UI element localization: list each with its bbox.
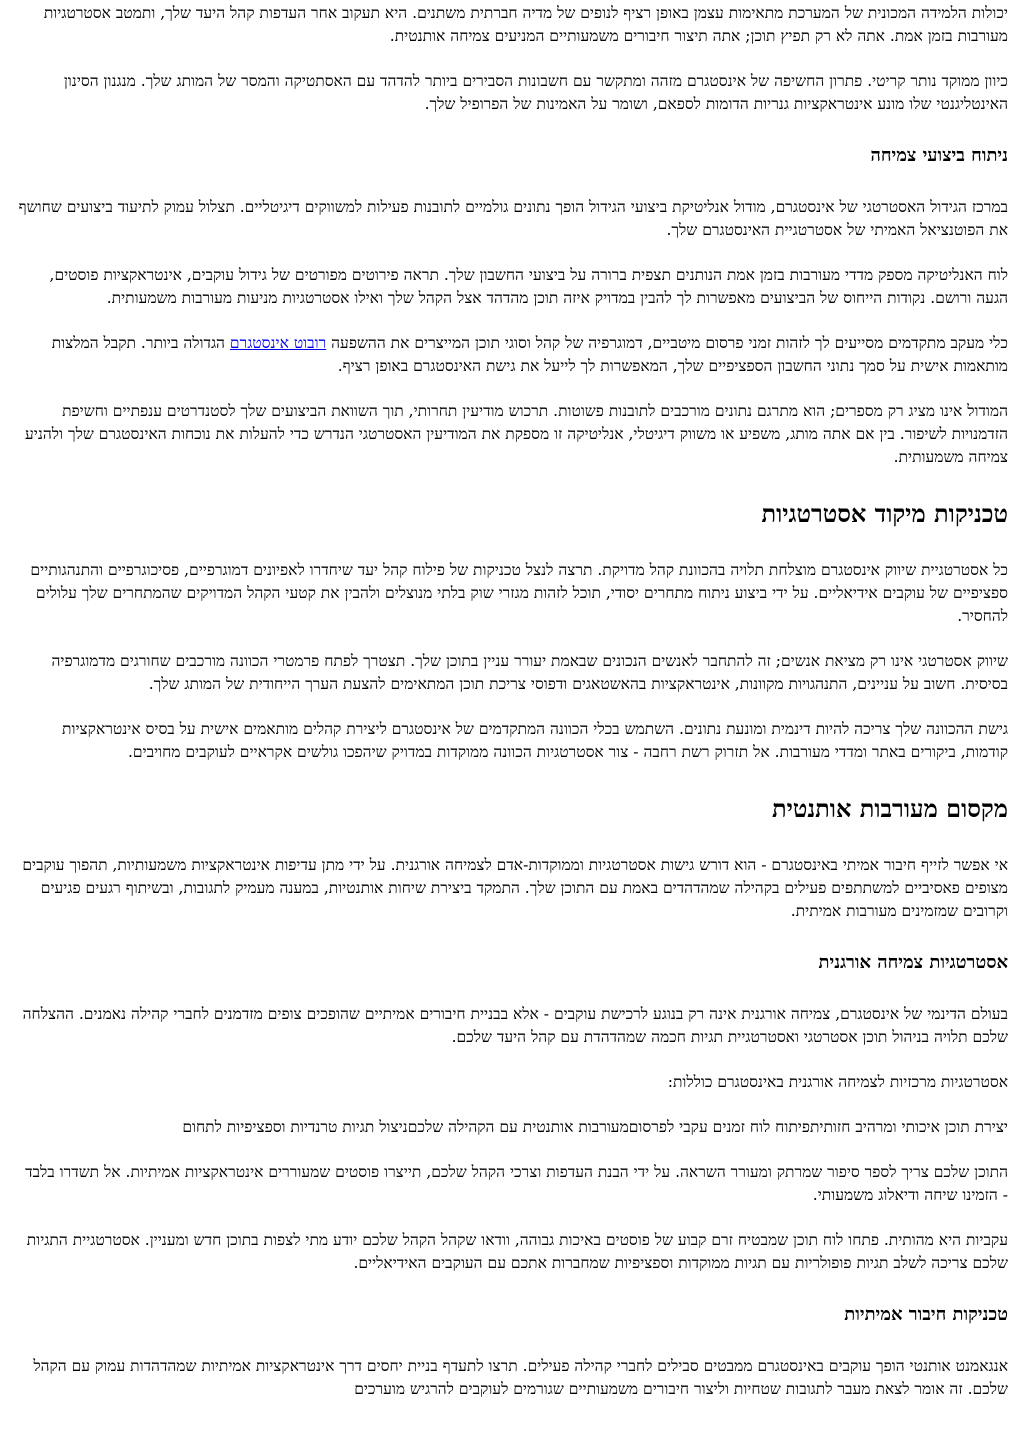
paragraph-key-strategies: אסטרטגיות מרכזיות לצמיחה אורגנית באינסטגרם כוללות:: [667, 1073, 1008, 1091]
paragraph-module-insights: המודול אינו מציג רק מספרים; הוא מתרגם נתונים מורכבים לתובנות פשוטות. תרכוש מודיעין תחרותי, תוך השוואת הביצועים שלך לסטנדרטים ענפתיים וחשיפת הזדמנויות לשיפור. בין אם אתה מותג, משפיע או משווק דיגיטלי, אנליטיקה זו מספקת את המודיעין האסטרטגי הנדרש כדי להעלות את נוכחות האינסטגרם שלך ולהניע צמיחה משמעותית.: [25, 402, 1008, 466]
paragraph-organic-intro: בעולם הדינמי של אינסטגרם, צמיחה אורגנית אינה רק בנוגע לרכישת עוקבים - אלא בבניית חיבורים אמיתיים שהופכים צופים מזדמנים לחברי קהילה נאמנים. ההצלחה שלכם תלויה בניהול תוכן אסטרטגי ואסטרטגיית תגיות חכמה שמהדהדת עם קהל היעד שלכם.: [22, 1005, 1008, 1046]
heading-targeting-techniques: טכניקות מיקוד אסטרטגיות: [761, 499, 1008, 528]
heading-connection-techniques: טכניקות חיבור אמיתיות: [844, 1304, 1008, 1325]
paragraph-dynamic-targeting: גישת ההכוונה שלך צריכה להיות דינמית ומונעת נתונים. השתמש בכלי הכוונה המתקדמים של אינסטגרם ליצירת קהלים מותאמים אישית על בסיס אינטראקציות קודמות, ביקורים באתר ומדדי מעורבות. אל תזרוק רשת רחבה - צור אסטרטגיות הכוונה ממוקדות במדויק שיהפכו גולשים אקראיים לעוקבים מחויבים.: [62, 720, 1008, 761]
paragraph-tracking-tools: [16, 332, 1008, 378]
paragraph-text: כלי מעקב מתקדמים מסייעים לך לזהות זמני פרסום מיטביים, דמוגרפיה של קהל וסוגי תוכן המייצרים את ההשפעה: [326, 334, 1008, 352]
paragraph-analysis-intro: במרכז הגידול האסטרטגי של אינסטגרם, מודול אנליטיקת ביצועי הגידול הופך נתונים גולמיים לתובנות פעילות למשווקים דיגיטליים. תצלול עמוק לתיעוד ביצועים שחושף את הפוטנציאל האמיתי של אסטרטגיית האינסטגרם שלך.: [18, 198, 1008, 239]
paragraph-strategic-marketing: שיווק אסטרטגי אינו רק מציאת אנשים; זה להתחבר לאנשים הנכונים שבאמת יעורר עניין בתוכן שלך. תצטרך לפתח פרמטרי הכוונה מורכבים שחורגים מדמוגרפיה בסיסית. חשוב על עניינים, התנהגויות מקוונות, אינטראקציות בהאשטאגים ודפוסי צריכת תוכן המתאימים להצעת הערך הייחודית של המותג שלך.: [51, 652, 1008, 693]
paragraph-authentic-engagement: אנגאמנט אותנטי הופך עוקבים באינסטגרם ממבטים סבילים לחברי קהילה פעילים. תרצו לתעדף בניית יחסים דרך אינטראקציות אמיתיות שמהדהדות עמוק עם הקהל שלכם. זה אומר לצאת מעבר לתגובות שטחיות וליצור חיבורים משמעותיים שגורמים לעוקבים להרגיש מוערכים: [33, 1357, 1008, 1398]
article: [8, 2, 1016, 1401]
paragraph-audience-segmentation: כל אסטרטגיית שיווק אינסטגרם מוצלחת תלויה בהכוונת קהל מדויקת. תרצה לנצל טכניקות של פילוח קהל יעד שיחדרו לאפיונים דמוגרפיים, פסיכוגרפיים והתנהגותיים ספציפיים של עוקבים אידיאליים. על ידי ביצוע ניתוח מתחרים יסודי, תוכל לזהות מגזרי שוק בלתי מנוצלים ולהבין את קטעי הקהל המדויקים שהמתחרים שלך עלולים להחסיר.: [30, 561, 1008, 625]
instagram-robot-link[interactable]: רובוט אינסטגרם: [229, 334, 327, 352]
heading-growth-analysis: ניתוח ביצועי צמיחה: [870, 145, 1008, 166]
paragraph-analytics-dashboard: לוח האנליטיקה מספק מדדי מעורבות בזמן אמת הנותנים תצפית ברורה על ביצועי החשבון שלך. תראה פירוטים מפורטים של גידול עוקבים, אינטראקציות פוסטים, הגעה ורושם. נקודות הייחוס של הביצועים מאפשרות לך להבין במדויק איזה תוכן מהדהד אצל הקהל שלך ואילו אסטרטגיות מניעות מעורבות משמעותית.: [49, 266, 1008, 307]
paragraph-storytelling: התוכן שלכם צריך לספר סיפור שמרתק ומעורר השראה. על ידי הבנת העדפות וצרכי הקהל שלכם, תייצרו פוסטים שמעוררים אינטראקציות אמיתיות. אל תשדרו בלבד - הזמינו שיחה ודיאלוג משמעותי.: [25, 1163, 1008, 1204]
paragraph-text: הגדולה ביותר. תקבל המלצות מותאמות אישית על סמך נתוני החשבון הספציפיים שלך, המאפשרות לך לייעל את גישת האינסטגרם באופן רציף.: [51, 334, 1008, 375]
paragraph-consistency: עקביות היא מהותית. פתחו לוח תוכן שמבטיח זרם קבוע של פוסטים באיכות גבוהה, וודאו שקהל הקהל שלכם יודע מתי לצפות בתוכן חדש ומעניין. אסטרטגיית התגיות שלכם צריכה לשלב תגיות פופולריות עם תגיות ממוקדות וספציפיות שמחברות אתכם עם העוקבים האידיאליים.: [26, 1231, 1008, 1272]
paragraph-ml-adaptation: יכולות הלמידה המכונית של המערכת מתאימות עצמן באופן רציף לנופים של מדיה חברתית משתנים. היא תעקוב אחר העדפות קהל היעד שלך, ותמטב אסטרטגיות מעורבות בזמן אמת. אתה לא רק תפיץ תוכן; אתה תיצור חיבורים משמעותיים המניעים צמיחה אותנטית.: [43, 4, 1008, 45]
heading-organic-growth: אסטרטגיות צמיחה אורגנית: [818, 952, 1008, 973]
paragraph-genuine-connection: אי אפשר לזייף חיבור אמיתי באינסטגרם - הוא דורש גישות אסטרטגיות וממוקדות-אדם לצמיחה אורגנית. על ידי מתן עדיפות אינטראקציות משמעותיות, תהפוך עוקבים מצופים פאסיביים למשתתפים פעילים בקהילה שמהדהדים באמת עם התוכן שלך. התמקד ביצירת שיחות אותנטיות, במענה מעמיק לתגובות, ובשיתוף רגעים פגיעים וקרובים שמזמינים מעורבות אמיתית.: [22, 856, 1008, 920]
paragraph-strategy-list: יצירת תוכן איכותי ומרהיב חזותיתפיתוח לוח זמנים עקבי לפרסוםמעורבות אותנטית עם הקהילה שלכםניצול תגיות טרנדיות וספציפיות לתחום: [182, 1118, 1008, 1136]
heading-authentic-engagement: מקסום מעורבות אותנטית: [771, 794, 1008, 823]
paragraph-targeting-direction: כיוון ממוקד נותר קריטי. פתרון החשיפה של אינסטגרם מזהה ומתקשר עם חשבונות הסבירים ביותר להדהד עם האסתטיקה והמסר של המותג שלך. מנגנון הסינון האינטליגנטי שלו מונע אינטראקציות גנריות הדומות לספאם, ושומר על האמינות של הפרופיל שלך.: [63, 72, 1008, 113]
